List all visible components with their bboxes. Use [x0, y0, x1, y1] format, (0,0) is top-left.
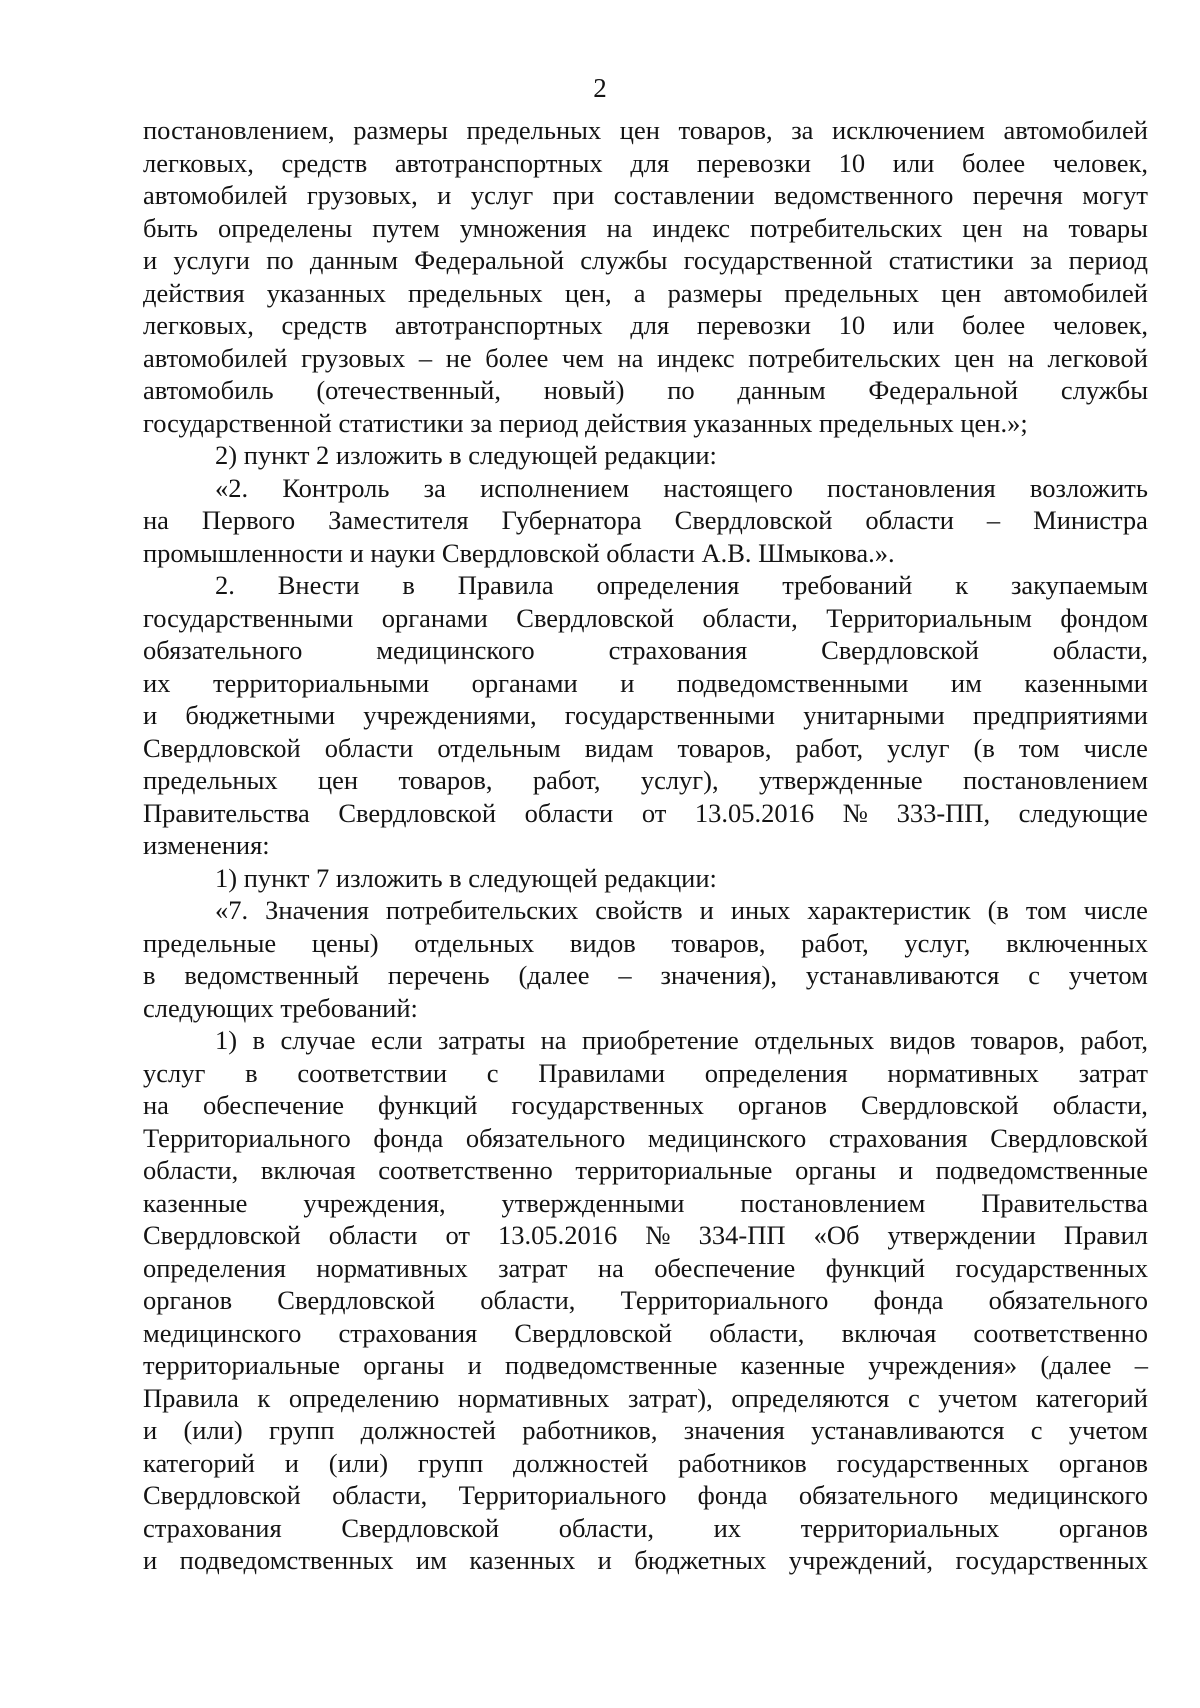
text-line: автомобилей грузовых, и услуг при составлении ведомственного перечня могут [143, 180, 1148, 210]
text-line: «2. Контроль за исполнением настоящего постановления возложить [215, 472, 1148, 503]
text-line: области, включая соответственно территориальные органы и подведомственные [143, 1155, 1148, 1185]
text-line: 2) пункт 2 изложить в следующей редакции: [215, 440, 717, 470]
text-line: следующих требований: [143, 992, 418, 1023]
text-line: казенные учреждения, утвержденными постановлением Правительства [143, 1187, 1148, 1218]
text-line: действия указанных предельных цен, а размеры предельных цен автомобилей [143, 277, 1148, 308]
text-line: легковых, средств автотранспортных для перевозки 10 или более человек, [143, 310, 1148, 340]
text-line: 1) пункт 7 изложить в следующей редакции: [215, 862, 717, 893]
text-line: на Первого Заместителя Губернатора Свердловской области – Министра [143, 505, 1148, 535]
document-body [143, 114, 1148, 1577]
text-line: промышленности и науки Свердловской области А.В. Шмыкова.». [143, 537, 895, 568]
text-line: государственной статистики за период действия указанных предельных цен.»; [143, 407, 1028, 438]
text-line: «7. Значения потребительских свойств и иных характеристик (в том числе [215, 895, 1148, 925]
text-line: Правила к определению нормативных затрат), определяются с учетом категорий [143, 1382, 1148, 1413]
text-line: и подведомственных им казенных и бюджетных учреждений, государственных [143, 1545, 1148, 1575]
text-line: государственными органами Свердловской области, Территориальным фондом [143, 602, 1148, 633]
text-line: и (или) групп должностей работников, значения устанавливаются с учетом [143, 1415, 1148, 1445]
text-line: обязательного медицинского страхования Свердловской области, [143, 635, 1148, 665]
page-number: 2 [593, 73, 607, 103]
text-line: изменения: [143, 830, 270, 860]
text-line: легковых, средств автотранспортных для перевозки 10 или более человек, [143, 147, 1148, 178]
text-line: определения нормативных затрат на обеспечение функций государственных [143, 1252, 1148, 1283]
text-line: Свердловской области, Территориального фонда обязательного медицинского [143, 1480, 1148, 1510]
text-line: Свердловской области от 13.05.2016 № 334-ПП «Об утверждении Правил [143, 1220, 1148, 1250]
text-line: и услуги по данным Федеральной службы государственной статистики за период [143, 245, 1148, 275]
text-line: Территориального фонда обязательного медицинского страхования Свердловской [143, 1122, 1148, 1153]
text-line: автомобилей грузовых – не более чем на индекс потребительских цен на легковой [143, 342, 1148, 373]
text-line: Свердловской области отдельным видам товаров, работ, услуг (в том числе [143, 732, 1148, 763]
text-line: и бюджетными учреждениями, государственными унитарными предприятиями [143, 700, 1148, 730]
text-line: органов Свердловской области, Территориального фонда обязательного [143, 1285, 1148, 1315]
text-line: услуг в соответствии с Правилами определения нормативных затрат [143, 1057, 1148, 1088]
text-line: быть определены путем умножения на индекс потребительских цен на товары [143, 212, 1148, 243]
text-line: на обеспечение функций государственных органов Свердловской области, [143, 1090, 1148, 1120]
text-line: предельных цен товаров, работ, услуг), утвержденные постановлением [143, 765, 1148, 795]
text-line: 2. Внести в Правила определения требований к закупаемым [215, 570, 1148, 600]
text-line: предельные цены) отдельных видов товаров, работ, услуг, включенных [143, 927, 1148, 958]
text-line: страхования Свердловской области, их территориальных органов [143, 1512, 1148, 1543]
text-line: автомобиль (отечественный, новый) по данным Федеральной службы [143, 375, 1148, 405]
text-line: территориальные органы и подведомственные казенные учреждения» (далее – [143, 1350, 1148, 1380]
text-line: в ведомственный перечень (далее – значения), устанавливаются с учетом [143, 960, 1148, 990]
text-line: медицинского страхования Свердловской области, включая соответственно [143, 1317, 1148, 1348]
text-line: постановлением, размеры предельных цен товаров, за исключением автомобилей [143, 115, 1148, 145]
text-line: их территориальными органами и подведомственными им казенными [143, 667, 1148, 698]
text-line: Правительства Свердловской области от 13.05.2016 № 333-ПП, следующие [143, 797, 1148, 828]
text-line: 1) в случае если затраты на приобретение отдельных видов товаров, работ, [215, 1025, 1148, 1055]
text-line: категорий и (или) групп должностей работников государственных органов [143, 1447, 1148, 1478]
